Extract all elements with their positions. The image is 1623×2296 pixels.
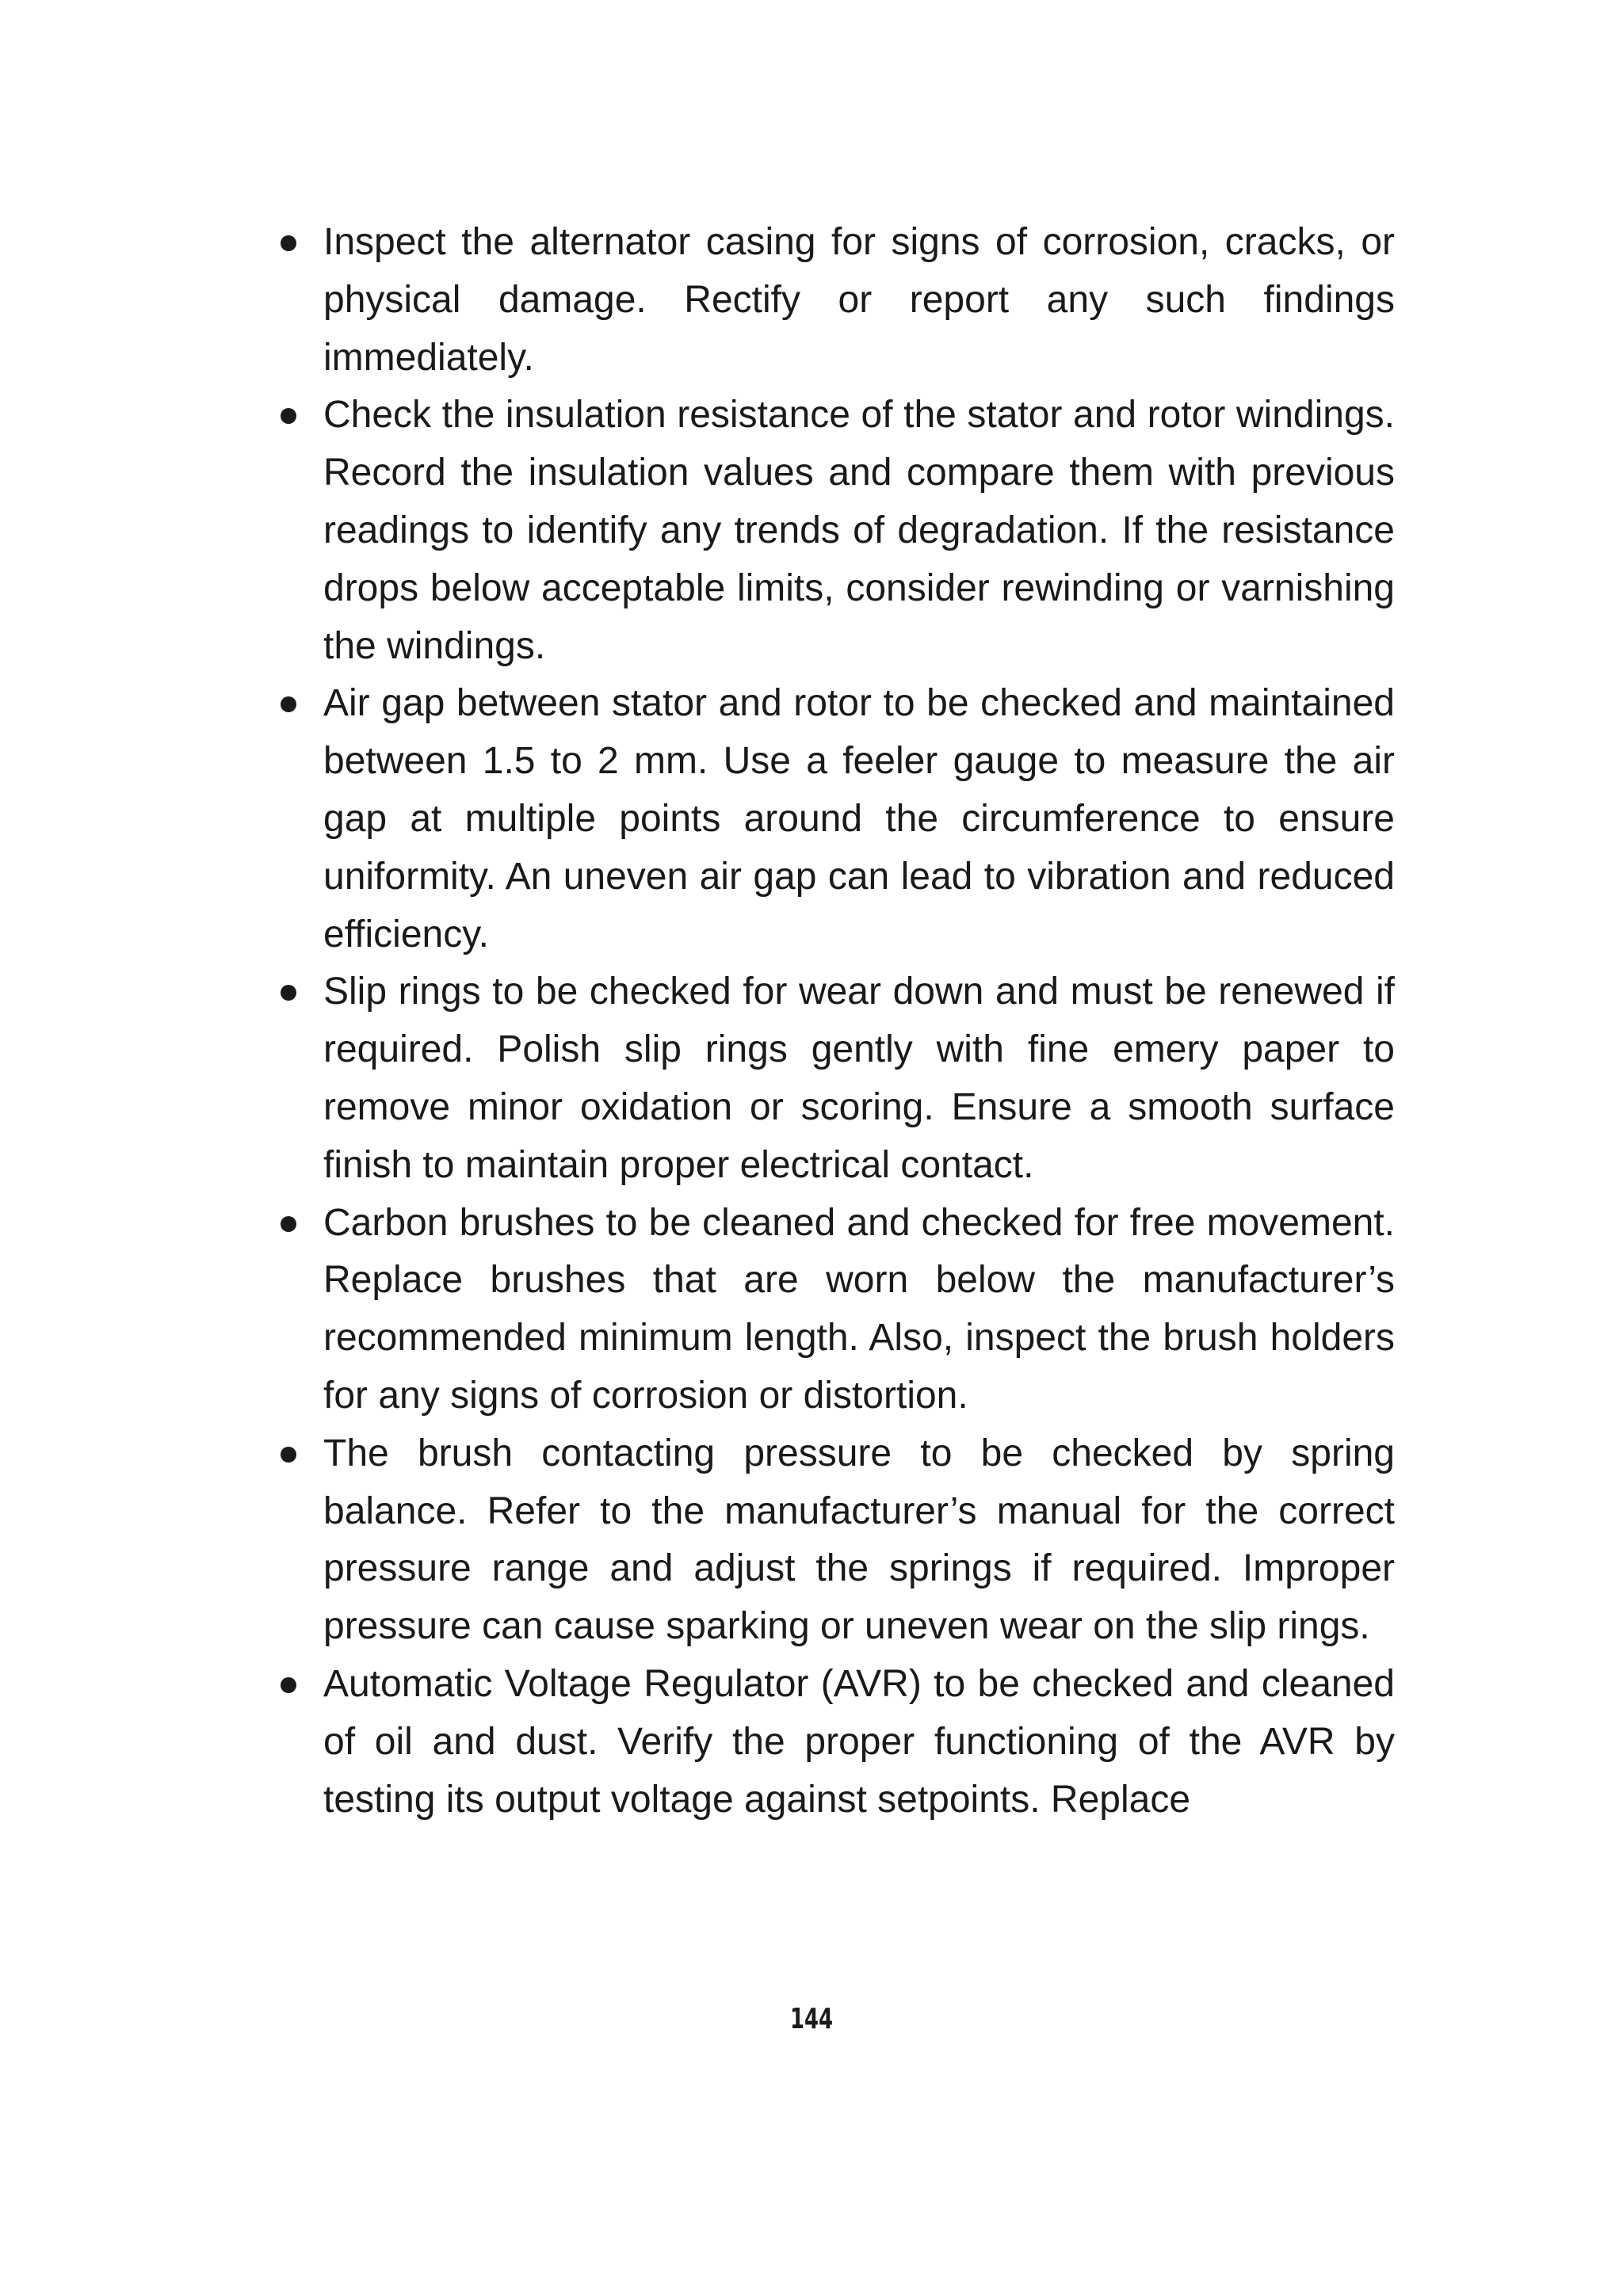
page-content bbox=[277, 214, 1395, 1829]
bullet-icon bbox=[281, 1447, 296, 1463]
list-item-text: Air gap between stator and rotor to be checked and maintained between 1.5 to 2 mm. Use a feeler gauge to measure the air gap at multiple points around the circumference to ensure uniformity. An uneven air gap can lead to vibration and reduced efficiency. bbox=[323, 682, 1395, 955]
list-item bbox=[277, 1656, 1395, 1829]
bullet-icon bbox=[281, 235, 296, 251]
list-item-text: Check the insulation resistance of the stator and rotor windings. Record the insulation values and compare them with previous readings to identify any trends of degradation. If the resistance drops below acceptable limits, consider rewinding or varnishing the windings. bbox=[323, 394, 1395, 667]
bullet-icon bbox=[281, 1216, 296, 1232]
list-item-text: Inspect the alternator casing for signs of corrosion, cracks, or physical damage. Rectify or report any such findings immediately. bbox=[323, 221, 1395, 379]
list-item-text: Automatic Voltage Regulator (AVR) to be checked and cleaned of oil and dust. Verify the proper functioning of the AVR by testing its output voltage against setpoints. Replace bbox=[323, 1662, 1395, 1821]
bullet-icon bbox=[281, 408, 296, 424]
list-item-text: Carbon brushes to be cleaned and checked for free movement. Replace brushes that are worn below the manufacturer’s recommended minimum length. Also, inspect the brush holders for any signs of corrosion or distortion. bbox=[323, 1201, 1395, 1417]
list-item bbox=[277, 1425, 1395, 1656]
list-item bbox=[277, 387, 1395, 675]
list-item bbox=[277, 214, 1395, 387]
list-item bbox=[277, 963, 1395, 1194]
bullet-icon bbox=[281, 985, 296, 1001]
bullet-list bbox=[277, 214, 1395, 1829]
list-item-text: Slip rings to be checked for wear down and must be renewed if required. Polish slip rings gently with fine emery paper to remove minor oxidation or scoring. Ensure a smooth surface finish to maintain proper electrical contact. bbox=[323, 971, 1395, 1186]
page-number: 144 bbox=[789, 2003, 834, 2035]
bullet-icon bbox=[281, 1677, 296, 1693]
list-item-text: The brush contacting pressure to be checked by spring balance. Refer to the manufacturer’s manual for the correct pressure range and adjust the springs if required. Improper pressure can cause sparking or uneven wear on the slip rings. bbox=[323, 1432, 1395, 1648]
list-item bbox=[277, 1195, 1395, 1425]
list-item bbox=[277, 675, 1395, 963]
bullet-icon bbox=[281, 696, 296, 712]
